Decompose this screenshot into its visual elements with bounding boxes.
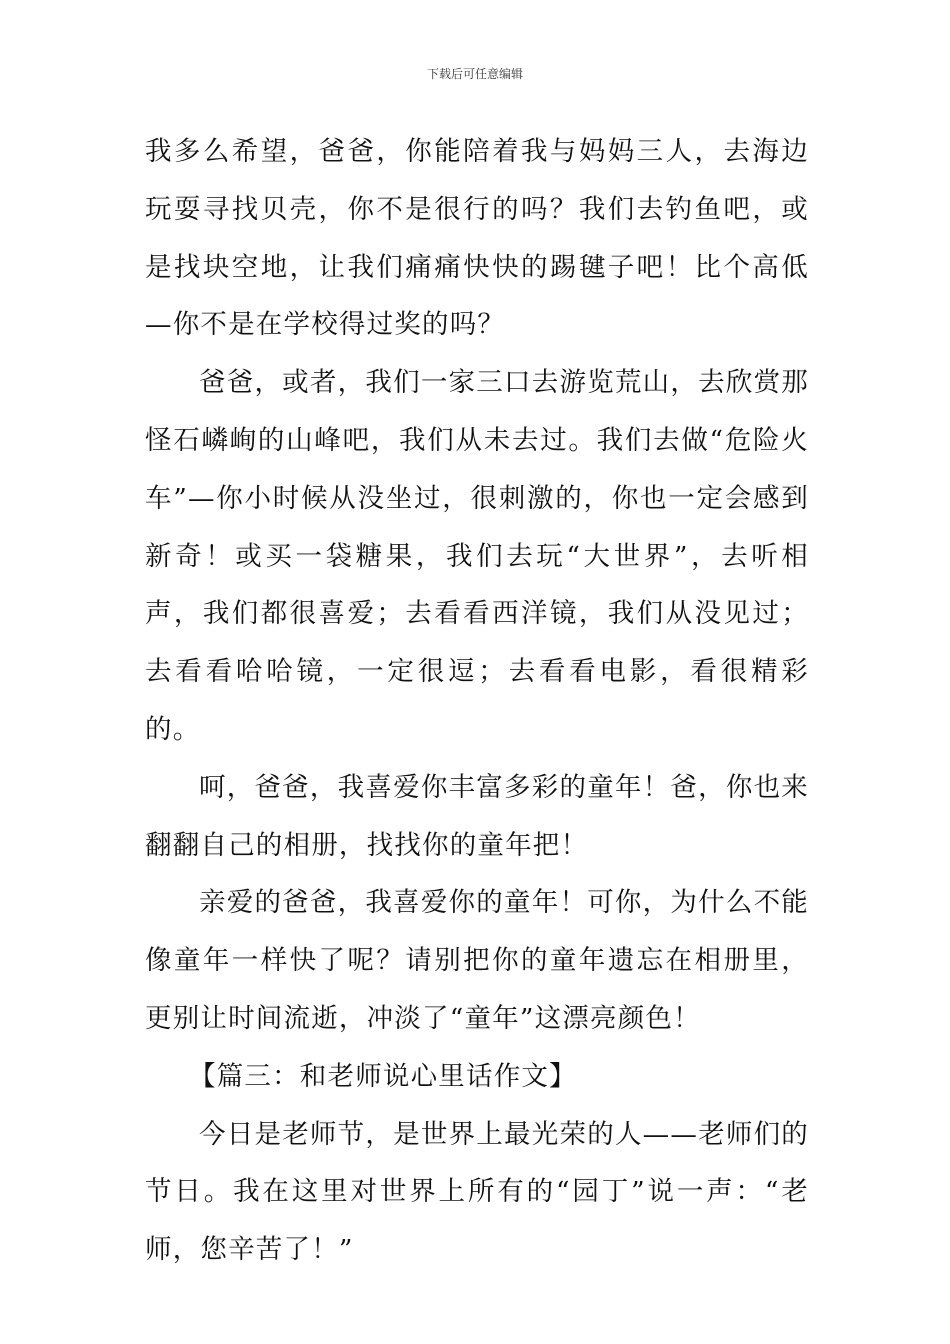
paragraph-3: 呵，爸爸，我喜爱你丰富多彩的童年！爸，你也来翻翻自己的相册，找找你的童年把！ bbox=[145, 771, 809, 861]
page-header: 下载后可任意编辑 bbox=[426, 67, 523, 81]
paragraph-4: 亲爱的爸爸，我喜爱你的童年！可你，为什么不能像童年一样快了呢？请别把你的童年遗忘在相册里，更别让时间流逝，冲淡了“童年”这漂亮颜色！ bbox=[145, 887, 809, 1034]
paragraph-2: 爸爸，或者，我们一家三口去游览荒山，去欣赏那怪石嶙峋的山峰吧，我们从未去过。我们去做“危险火车”—你小时候从没坐过，很刺激的，你也一定会感到新奇！或买一袋糖果，我们去玩“大世界”，去听相声，我们都很喜爱；去看看西洋镜，我们从没见过；去看看哈哈镜，一定很逗；去看看电影，看很精彩的。 bbox=[145, 367, 809, 745]
document-body bbox=[145, 123, 809, 1279]
paragraph-5: 今日是老师节，是世界上最光荣的人——老师们的节日。我在这里对世界上所有的“园丁”说一声：“老师，您辛苦了！” bbox=[145, 1118, 809, 1266]
paragraph-1: 我多么希望，爸爸，你能陪着我与妈妈三人，去海边玩耍寻找贝壳，你不是很行的吗？我们去钓鱼吧，或是找块空地，让我们痛痛快快的踢毽子吧！比个高低—你不是在学校得过奖的吗？ bbox=[145, 136, 809, 341]
section-heading: 【篇三：和老师说心里话作文】 bbox=[189, 1060, 577, 1092]
